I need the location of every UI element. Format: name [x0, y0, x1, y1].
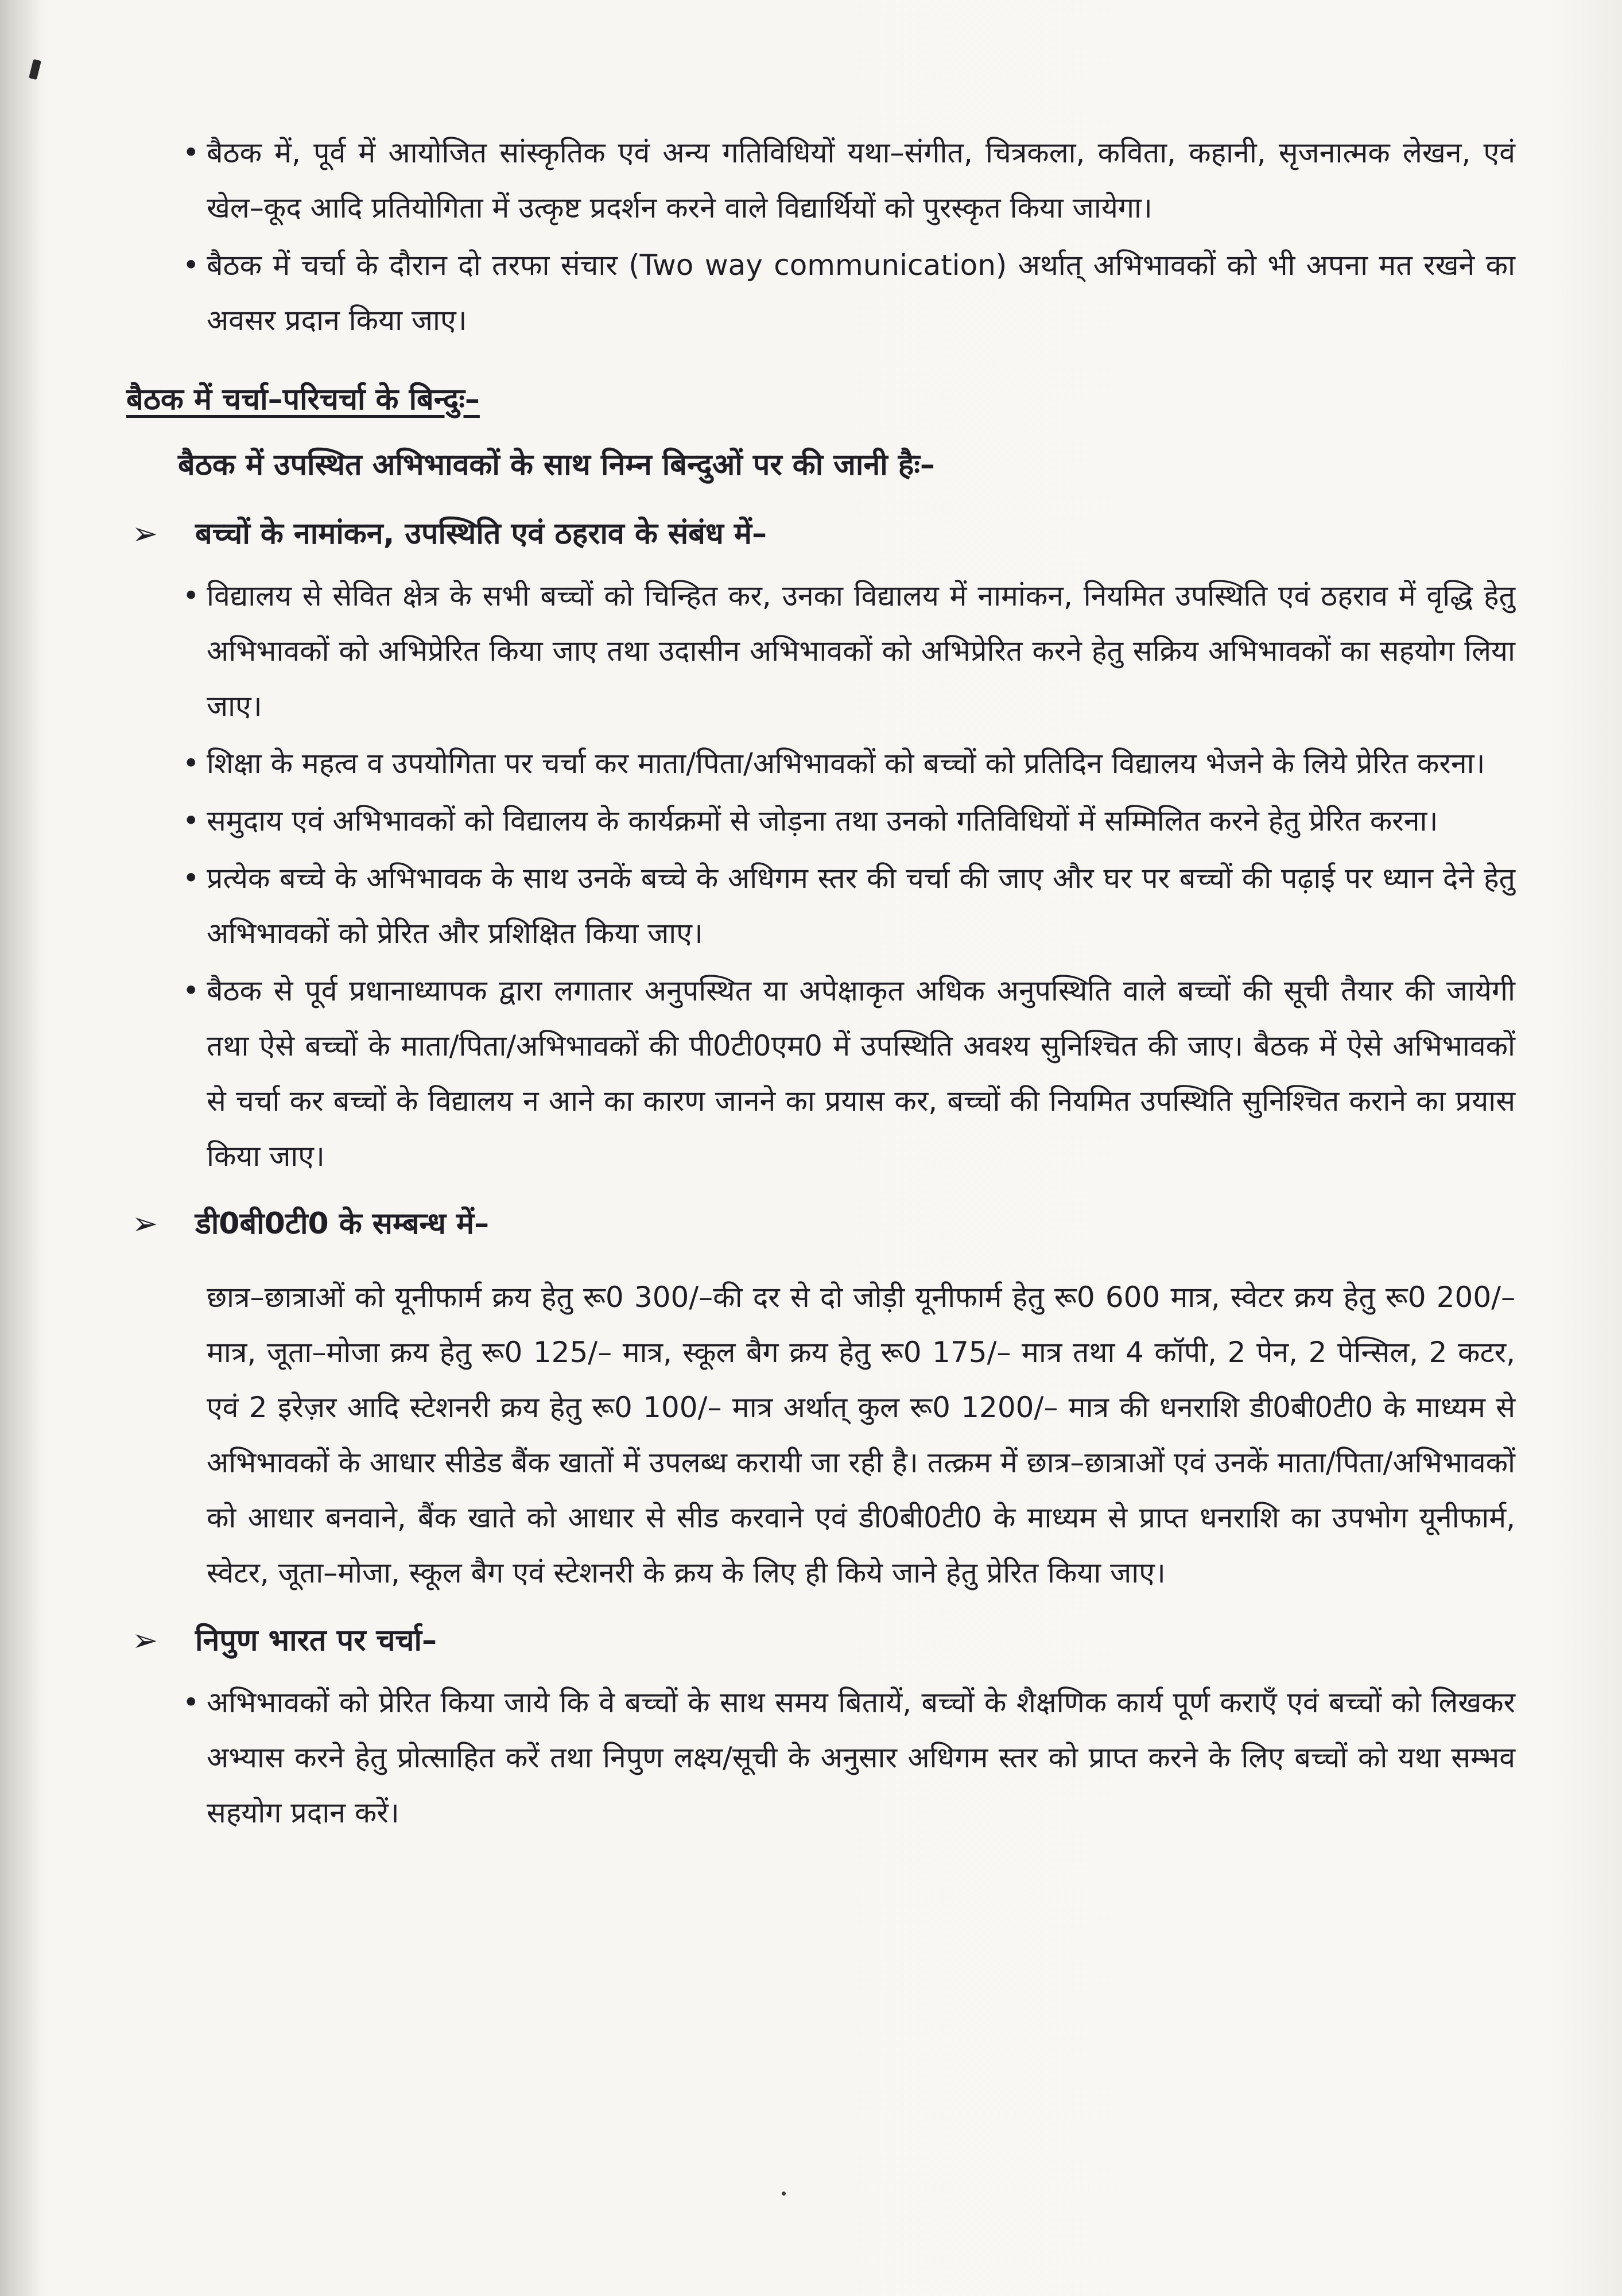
dbt-paragraph: छात्र–छात्राओं को यूनीफार्म क्रय हेतु रू0 300/–की दर से दो जोड़ी यूनीफार्म हेतु रू0 600 मात्र, स्वेटर क्रय हेतु रू0 200/–मात्र, जूता–मोजा क्रय हेतु रू0 125/– मात्र, स्कूल बैग क्रय हेतु रू0 175/– मात्र तथा 4 कॉपी, 2 पेन, 2 पेन्सिल, 2 कटर, एवं 2 इरेज़र आदि स्टेशनरी क्रय हेतु रू0 100/– मात्र अर्थात् कुल रू0 1200/– मात्र की धनराशि डी0बी0टी0 के माध्यम से अभिभावकों के आधार सीडेड बैंक खातों में उपलब्ध करायी जा रही है। तत्क्रम में छात्र–छात्राओं एवं उनकें माता/पिता/अभिभावकों को आधार बनवाने, बैंक खाते को आधार से सीड करवाने एवं डी0बी0टी0 के माध्यम से प्राप्त धनराशि का उपभोग यूनीफार्म, स्वेटर, जूता–मोजा, स्कूल बैग एवं स्टेशनरी के क्रय के लिए ही किये जाने हेतु प्रेरित किया जाए। — [207, 1281, 1515, 1589]
bullet-text: अभिभावकों को प्रेरित किया जाये कि वे बच्चों के साथ समय बितायें, बच्चों के शैक्षणिक कार्य पूर्ण कराएँ एवं बच्चों को लिखकर अभ्यास करने हेतु प्रोत्साहित करें तथा निपुण लक्ष्य/सूची के अनुसार अधिगम स्तर को प्राप्त करने के लिए बच्चों को यथा सम्भव सहयोग प्रदान करें। — [207, 1686, 1515, 1829]
document-body — [121, 125, 1515, 1843]
bullet-text: शिक्षा के महत्व व उपयोगिता पर चर्चा कर माता/पिता/अभिभावकों को बच्चों को प्रतिदिन विद्यालय भेजने के लिये प्रेरित करना। — [207, 747, 1485, 780]
list-item — [121, 736, 1515, 791]
bullet-icon: • — [183, 249, 200, 282]
discussion-heading: बैठक में चर्चा–परिचर्चा के बिन्दुः– — [126, 382, 480, 417]
arrow-icon: ➢ — [132, 515, 158, 552]
nipun-heading-text: निपुण भारत पर चर्चा– — [195, 1623, 437, 1658]
bullet-icon: • — [183, 974, 200, 1007]
dbt-heading — [121, 1195, 1515, 1252]
bullet-icon: • — [183, 136, 200, 169]
list-item — [121, 1675, 1515, 1840]
bullet-text: बैठक से पूर्व प्रधानाध्यापक द्वारा लगातार अनुपस्थित या अपेक्षाकृत अधिक अनुपस्थिति वाले बच्चों की सूची तैयार की जायेगी तथा ऐसे बच्चों के माता/पिता/अभिभावकों की पी0टी0एम0 में उपस्थिति अवश्य सुनिश्चित की जाए। बैठक में ऐसे अभिभावकों से चर्चा कर बच्चों के विद्यालय न आने का कारण जानने का प्रयास कर, बच्चों की नियमित उपस्थिति सुनिश्चित कराने का प्रयास किया जाए। — [207, 974, 1515, 1173]
bullet-text: बैठक में चर्चा के दौरान दो तरफा संचार (Two way communication) अर्थात् अभिभावकों को भी अपना मत रखने का अवसर प्रदान किया जाए। — [207, 249, 1515, 337]
bullet-text: विद्यालय से सेवित क्षेत्र के सभी बच्चों को चिन्हित कर, उनका विद्यालय में नामांकन, नियमित उपस्थिति एवं ठहराव में वृद्धि हेतु अभिभावकों को अभिप्रेरित किया जाए तथा उदासीन अभिभावकों को अभिप्रेरित करने हेतु सक्रिय अभिभावकों का सहयोग लिया जाए। — [207, 579, 1515, 723]
list-item — [121, 963, 1515, 1184]
ink-speck — [782, 2192, 786, 2196]
bullet-icon: • — [183, 747, 200, 780]
bullet-text: प्रत्येक बच्चे के अभिभावक के साथ उनकें बच्चे के अधिगम स्तर की चर्चा की जाए और घर पर बच्चों की पढ़ाई पर ध्यान देने हेतु अभिभावकों को प्रेरित और प्रशिक्षित किया जाए। — [207, 862, 1515, 950]
bullet-icon: • — [183, 579, 200, 612]
list-item — [121, 793, 1515, 848]
bullet-icon: • — [183, 1686, 200, 1719]
list-item — [121, 851, 1515, 961]
discussion-intro: बैठक में उपस्थित अभिभावकों के साथ निम्न बिन्दुओं पर की जानी हैः– — [178, 448, 935, 482]
enrollment-bullet-list — [121, 568, 1515, 1184]
nipun-heading — [121, 1612, 1515, 1669]
bullet-icon: • — [183, 862, 200, 895]
list-item — [121, 125, 1515, 235]
enrollment-heading — [121, 505, 1515, 563]
enrollment-heading-text: बच्चों के नामांकन, उपस्थिति एवं ठहराव के संबंध में– — [195, 517, 767, 551]
dbt-heading-text: डी0बी0टी0 के सम्बन्ध में– — [195, 1207, 490, 1241]
bullet-text: बैठक में, पूर्व में आयोजित सांस्कृतिक एवं अन्य गतिविधियों यथा–संगीत, चित्रकला, कविता, कहानी, सृजनात्मक लेखन, एवं खेल–कूद आदि प्रतियोगिता में उत्कृष्ट प्रदर्शन करने वाले विद्यार्थियों को पुरस्कृत किया जायेगा। — [207, 136, 1515, 224]
list-item — [121, 238, 1515, 348]
nipun-bullet-list — [121, 1675, 1515, 1840]
bullet-icon: • — [183, 804, 200, 837]
top-bullet-list — [121, 125, 1515, 348]
arrow-icon: ➢ — [132, 1205, 158, 1242]
binding-edge-shadow — [0, 0, 40, 2296]
list-item — [121, 568, 1515, 734]
bullet-text: समुदाय एवं अभिभावकों को विद्यालय के कार्यक्रमों से जोड़ना तथा उनको गतिविधियों में सम्मिलित करने हेतु प्रेरित करना। — [207, 804, 1438, 837]
arrow-icon: ➢ — [132, 1622, 158, 1658]
